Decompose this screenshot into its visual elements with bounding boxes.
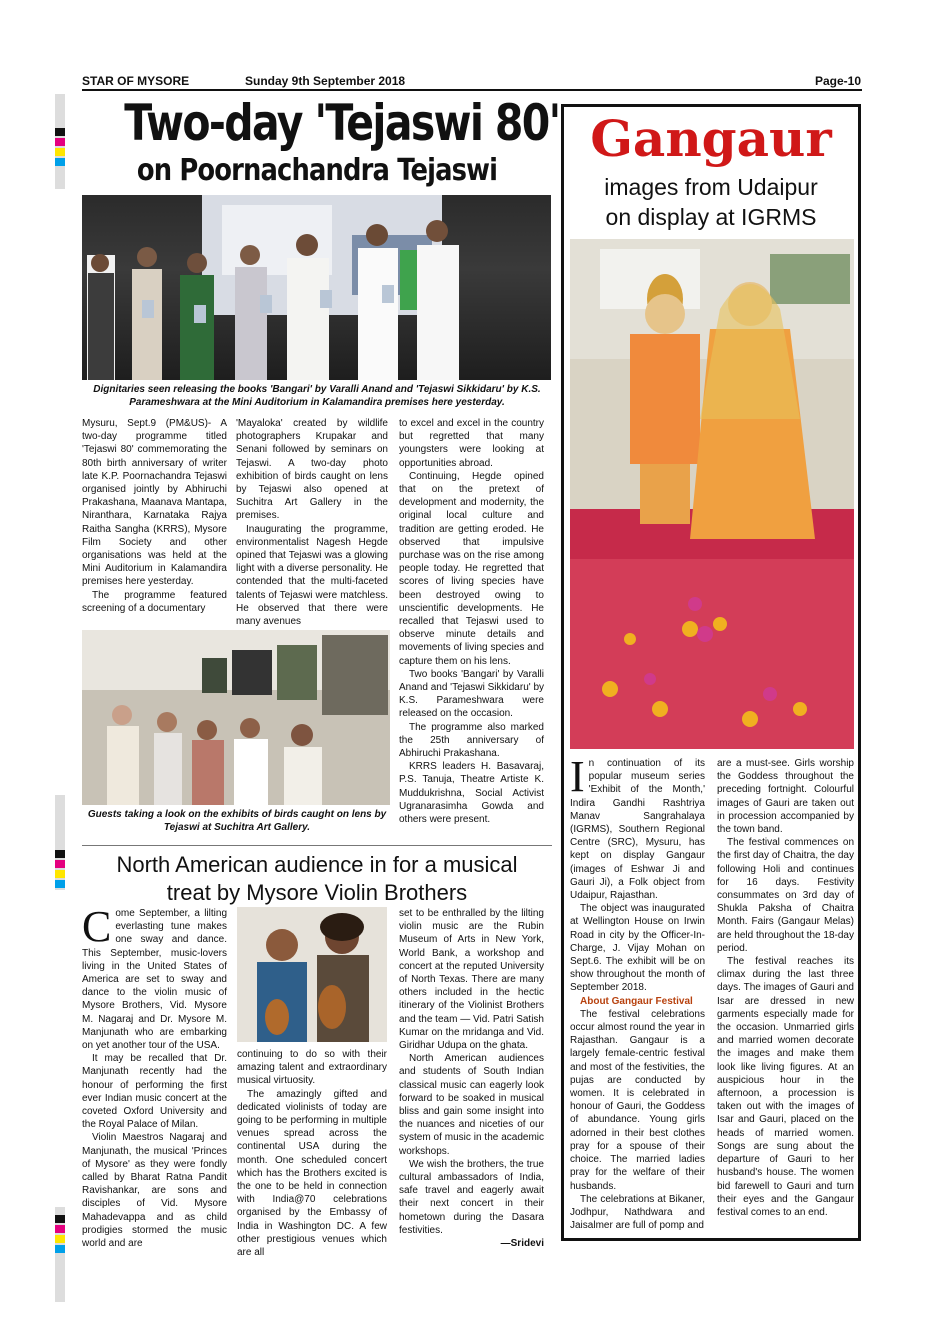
paragraph: continuing to do so with their amazing talent and extraordinary musical virtuosity.: [237, 1049, 387, 1087]
subtitle-line: on display at IGRMS: [605, 204, 817, 230]
paragraph: to excel and excel in the country but regretted that many youngsters were looking at opportunities abroad.: [399, 418, 544, 469]
gangaur-photo: [570, 239, 854, 749]
paragraph: The amazingly gifted and dedicated violinists of today are going to be performing in multiple venues spread across the continental USA during the month. One scheduled concert which has the Brothers excited is the one to be held in connection with India@70 celebrations organised by the Embassy of India in Washington DC. A few other prestigious venues which are all: [237, 1088, 387, 1259]
book-release-photo: [82, 195, 551, 380]
registration-marks: [55, 1215, 65, 1255]
paragraph: The object was inaugurated at Wellington House on Irwin Road in city by the Officer-In-Charge, J. Vijay Mohan on Sept.6. The exhibit will be on show throughout the month of September 2018.: [570, 903, 705, 994]
paper-name: STAR OF MYSORE: [82, 74, 190, 88]
paragraph: KRRS leaders H. Basavaraj, P.S. Tanuja, Theatre Artiste K. Muddukrishna, Social Activist Ugranarasimha Gowda and others were present.: [399, 761, 544, 826]
paragraph: North American audiences and students of South Indian classical music can eagerly look forward to be soaked in musical bliss and gain some insight into the nuances and niceties of our system of music in the academic workshops.: [399, 1053, 544, 1157]
photo1-caption: Dignitaries seen releasing the books 'Bangari' by Varalli Anand and 'Tejaswi Sikkidaru' by K.S. Parameshwara at the Mini Auditorium in Kalamandira premises here yesterday.: [93, 384, 541, 408]
dropcap: C: [82, 902, 112, 951]
paragraph: Two books 'Bangari' by Varalli Anand and 'Tejaswi Sikkidaru' by K.S. Parameshwara were released on the occasion.: [399, 668, 545, 720]
paragraph: 'Mayaloka' created by wildlife photographers Krupakar and Senani followed by seminars on Tejaswi. A two-day photo exhibition of birds caught on lens by Tejaswi also opened at Suchitra Art Gallery in the premises.: [236, 418, 388, 522]
exhibition-photo: [82, 630, 390, 805]
subheading: About Gangaur Festival: [580, 995, 693, 1007]
paragraph: Inaugurating the programme, environmentalist Nagesh Hegde opined that Tejaswi was a glowing light with a diverse personality. He contended that the multi-faceted talents of Tejaswi were matchless. He observed that there were many avenues: [236, 523, 388, 628]
paragraph: The festival commences on the first day of Chaitra, the day following Holi and continues for 16 days. Festivity consummates on 3rd day of Shukla Paksha of Chaitra Month. Fairs (Gangaur Melas) are held throughout the 18-day period.: [717, 837, 854, 954]
registration-marks: [55, 128, 65, 168]
story1-subtitle: on Poornachandra Tejaswi: [136, 153, 498, 188]
paragraph: The programme featured screening of a documentary: [82, 589, 227, 614]
violin-brothers-photo: [237, 907, 387, 1042]
paragraph: The programme also marked the 25th anniversary of Abhiruchi Prakashana.: [399, 721, 544, 760]
lead-text: n continuation of its popular museum series 'Exhibit of the Month,' Indira Gandhi Rashtriya Manav Sangrahalaya (IGRMS), Southern Regional Centre (SRC), Mysuru, has kept on display Gangaur (images of Eshwar Ji and Gauri Ji), a Folk object from Udaipur, Rajasthan.: [570, 758, 705, 902]
story2-headline: [82, 851, 552, 907]
dropcap: I: [570, 752, 585, 801]
paragraph: The celebrations at Bikaner, Jodhpur, Nathdwara and Jaisalmer are full of pomp and: [570, 1193, 705, 1232]
photo2-caption: Guests taking a look on the exhibits of birds caught on lens by Tejaswi at Suchitra Art Gallery.: [87, 809, 387, 833]
story1-column-1: [82, 417, 227, 615]
story3-column-2: [717, 757, 854, 1219]
lead-text: ome September, a lilting everlasting tune makes one sway and dance. This September, music-lovers living in the United States of America are set to sway and dance to the violin music of Mysore Brothers, Vid. Mysore M. Nagaraj and Dr. Mysore M. Manjunath who are embarking on yet another tour of the USA.: [82, 908, 227, 1052]
masthead-rule: [82, 89, 862, 91]
paragraph: Continuing, Hegde opined that on the pretext of development and modernity, the original local culture and tradition are getting eroded. He observed that impulsive purchase was on the rise among people today. He regretted that scores of living species have been destroyed owing to unscientific developments. He recalled that Tejaswi used to observe minute details and movements of living species and capture them on his lens.: [399, 470, 544, 667]
paragraph: Violin Maestros Nagaraj and Manjunath, the musical 'Princes of Mysore' as they were fondly called by Bharat Ratna Pandit Ravishankar, are sons and disciples of Vid. Mysore Mahadevappa and as child prodigies stormed the music world and are: [82, 1132, 227, 1250]
paragraph: are a must-see. Girls worship the Goddess throughout the preceding fortnight. Colourful images of Gauri are taken out in procession accompanied by the town band.: [717, 758, 854, 836]
paragraph: set to be enthralled by the lilting violin music are the Rubin Museum of Arts in New York, World Bank, a workshop and concert at the reputed University of North Texas. There are many others included in the hectic itinerary of the Violinist Brothers and the team — Vid. Patri Satish Kumar on the mridanga and Vid. Giridhar Udupa on the ghata.: [399, 908, 544, 1052]
story1-column-3: [399, 417, 544, 826]
byline: —Sridevi: [500, 1238, 544, 1250]
headline-line: treat by Mysore Violin Brothers: [166, 880, 468, 905]
story2-column-2: [237, 1048, 387, 1259]
paragraph: The festival reaches its climax during the last three days. The images of Gauri and Isar are dressed in new garments especially made for the occasion. Unmarried girls and married women decorate the images and make them look like living figures. At an auspicious hour in the afternoon, a procession is taken out with the images of Isar and Gauri, placed on the heads of married women. Songs are sung about the departure of Gauri to her husband's house. The women bid farewell to Gauri and turn their eyes and the Gangaur festival comes to an end.: [717, 956, 854, 1218]
story1-title: Two-day 'Tejaswi 80': [124, 94, 560, 152]
story3-title: Gangaur: [590, 109, 832, 168]
page-number: Page-10: [815, 74, 862, 88]
paragraph: The festival celebrations occur almost round the year in Rajasthan. Gangaur is a largely female-centric festival and most of the festivities, the pujas are conducted by women. It is celebrated in honour of Gauri, the Goddess of abundance. Young girls adorned in their best clothes pray for a spouse of their choice. The married ladies pray for the welfare of their husbands.: [570, 1008, 705, 1192]
paragraph: We wish the brothers, the true cultural ambassadors of India, safe travel and eagerly await their next concert in their hometown during the Dasara festivities.: [399, 1158, 544, 1236]
registration-marks: [55, 850, 65, 890]
paragraph: Mysuru, Sept.9 (PM&US)- A two-day programme titled 'Tejaswi 80' commemorating the 80th birth anniversary of writer late K.P. Poornachandra Tejaswi organised jointly by Abhiruchi Prakashana, Maanava Mantapa, Niranthara, Karnataka Rajya Raitha Sangha (KRRS), Mysore Film Society and other organisations was held at the Mini Auditorium in Kalamandira premises here yesterday.: [82, 418, 227, 588]
subtitle-line: images from Udaipur: [604, 174, 818, 200]
story1-column-2: [236, 417, 388, 628]
issue-date: Sunday 9th September 2018: [245, 74, 406, 88]
story3-subtitle: [561, 172, 861, 232]
paragraph: It may be recalled that Dr. Manjunath recently had the honour of performing the first ever Indian music concert at the coveted Oxford University and the Royal Palace of Milan.: [82, 1053, 227, 1131]
story3-column-1: [570, 752, 705, 1232]
story2-column-1: [82, 902, 227, 1250]
section-divider: [82, 845, 552, 846]
story2-column-3: [399, 907, 544, 1250]
headline-line: North American audience in for a musical: [116, 852, 518, 877]
